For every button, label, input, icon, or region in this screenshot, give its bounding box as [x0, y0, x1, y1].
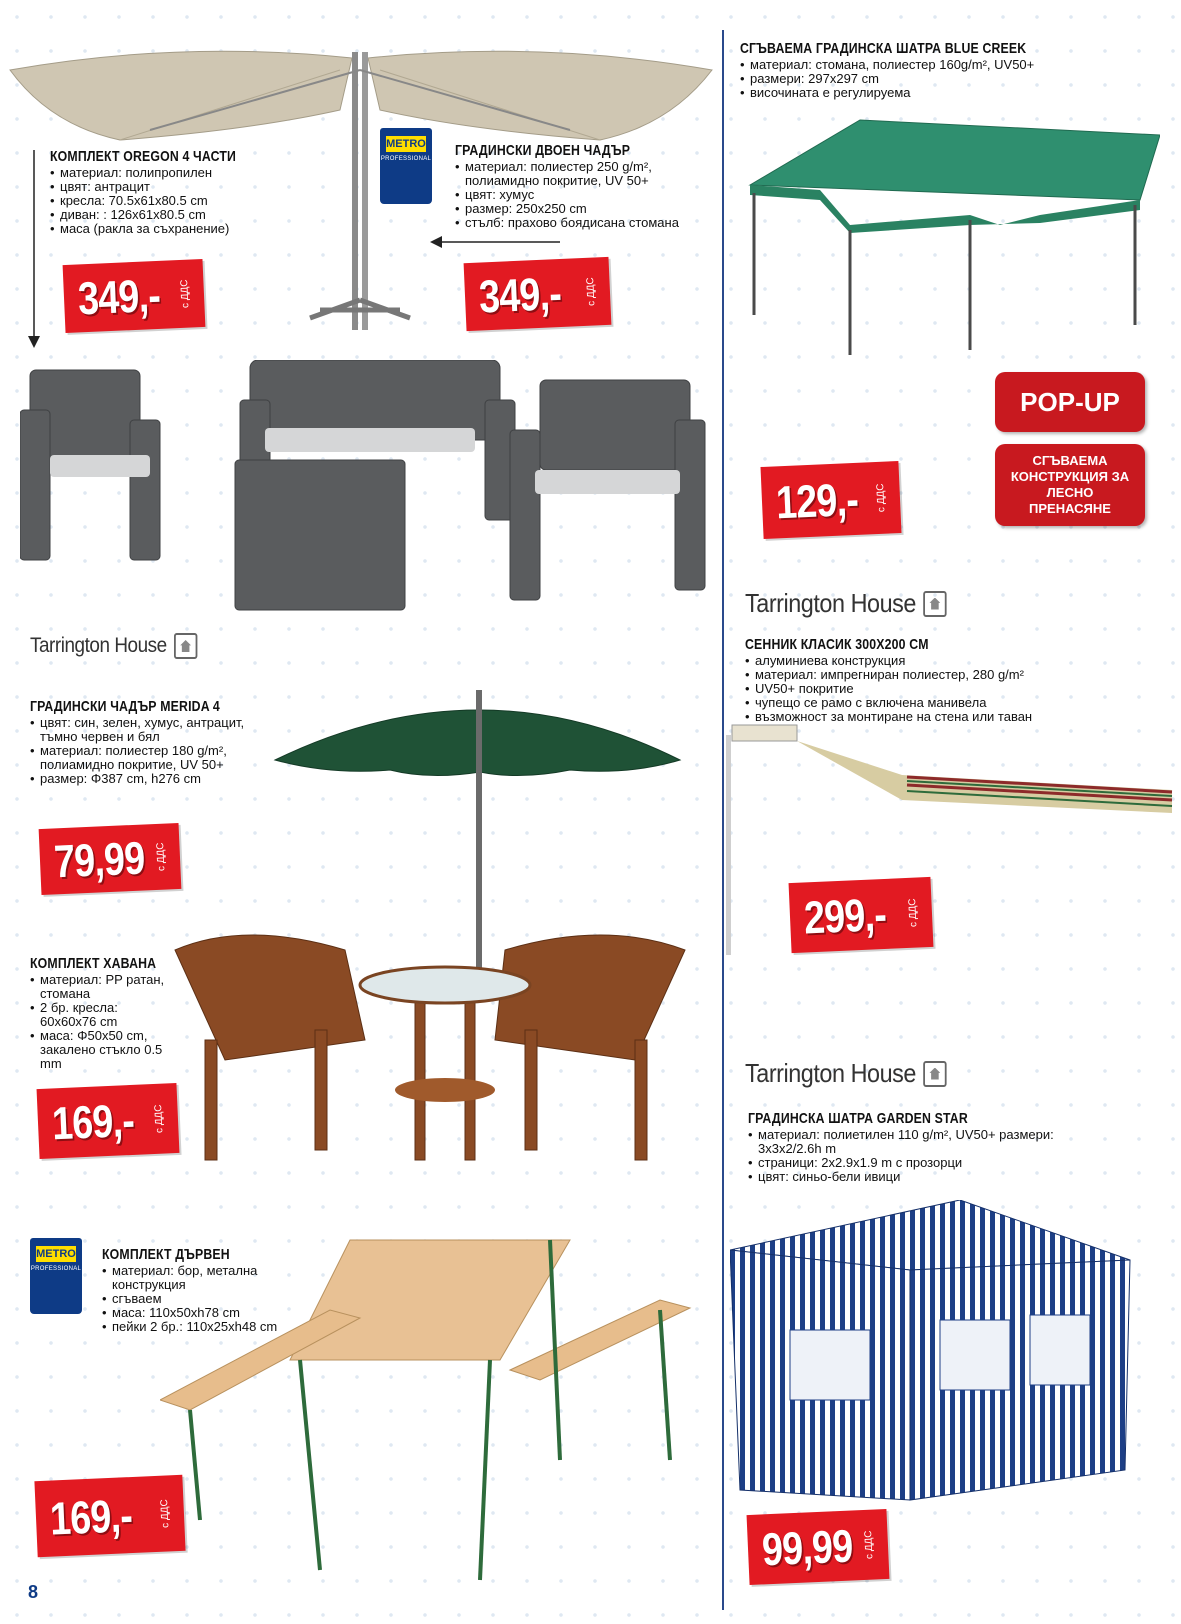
spec-item: • цвят: антрацит [50, 180, 350, 194]
price-value: 299,- [802, 887, 887, 944]
house-logo-icon [174, 633, 197, 659]
product-wooden [102, 1246, 282, 1334]
spec-item: • височината е регулируема [740, 86, 1160, 100]
spec-item: • материал: полиестер 180 g/m², полиамидно покритие, UV 50+ [30, 744, 280, 772]
spec-item: • сгъваем [102, 1292, 282, 1306]
spec-item: • размер: Φ387 cm, h276 cm [30, 772, 280, 786]
spec-item: • материал: бор, метална конструкция [102, 1264, 282, 1292]
price-value: 99,99 [760, 1519, 854, 1576]
price-tag-double-umbrella [464, 257, 612, 331]
popup-label: POP-UP [1020, 387, 1120, 417]
spec-item: • материал: стомана, полиестер 160g/m², UV50+ [740, 58, 1160, 72]
price-value: 129,- [774, 472, 859, 529]
brand-name: Tarrington House [745, 588, 916, 618]
vat-label: с ДДС [585, 277, 598, 307]
blue-creek-image [740, 115, 1160, 355]
price-tag-garden-star [747, 1509, 890, 1585]
vat-label: с ДДС [907, 898, 920, 928]
product-title: КОМПЛЕКТ ДЪРВЕН [102, 1246, 230, 1263]
metro-professional-badge-2 [30, 1238, 82, 1314]
garden-star-image [730, 1200, 1150, 1520]
product-specs [740, 58, 1160, 100]
spec-item: • цвят: хумус [455, 188, 720, 202]
oregon-set-image [20, 360, 720, 620]
spec-item: • размер: 250x250 cm [455, 202, 720, 216]
foldable-badge [995, 444, 1145, 526]
spec-item: • материал: полиестер 250 g/m², полиамидно покритие, UV 50+ [455, 160, 720, 188]
product-specs [748, 1128, 1058, 1184]
spec-item: • размери: 297x297 cm [740, 72, 1160, 86]
spec-item: • чупещо се рамо с включена манивела [745, 696, 1165, 710]
product-specs [102, 1264, 282, 1334]
metro-professional-badge [380, 128, 432, 204]
spec-item: • материал: полипропилен [50, 166, 350, 180]
price-tag-oregon [63, 259, 206, 333]
product-specs [50, 166, 350, 236]
house-logo-icon [923, 1061, 946, 1087]
product-garden-star [748, 1110, 1058, 1184]
arrow-left-icon [430, 236, 560, 248]
spec-item: • маса: Φ50x50 cm, закалено стъкло 0.5 mm [30, 1029, 170, 1071]
product-double-umbrella [455, 142, 720, 230]
metro-logo: METRO [386, 138, 426, 150]
vat-label: с ДДС [153, 1104, 166, 1134]
product-merida [30, 698, 280, 786]
spec-item: • материал: полиетилен 110 g/m², UV50+ размери: 3x3x2/2.6h m [748, 1128, 1058, 1156]
product-specs [455, 160, 720, 230]
page-number: 8 [28, 1582, 39, 1602]
product-title: СГЪВАЕМА ГРАДИНСКА ШАТРА BLUE CREEK [740, 40, 1027, 57]
arrow-down-icon [28, 150, 40, 350]
spec-item: • алуминиева конструкция [745, 654, 1165, 668]
product-title: КОМПЛЕКТ ХАВАНА [30, 955, 157, 972]
spec-item: • материал: PP ратан, стомана [30, 973, 170, 1001]
spec-item: • стълб: прахово боядисана стомана [455, 216, 720, 230]
product-oregon [50, 148, 350, 236]
price-value: 169,- [50, 1093, 135, 1150]
metro-sub: PROFESSIONAL [380, 156, 432, 162]
product-title: ГРАДИНСКИ ЧАДЪР MERIDA 4 [30, 698, 220, 715]
spec-item: • маса (ракла за съхранение) [50, 222, 350, 236]
product-title: СЕННИК КЛАСИК 300X200 CM [745, 636, 929, 653]
price-tag-havana [37, 1083, 180, 1159]
spec-item: • цвят: синьо-бели ивици [748, 1170, 1058, 1184]
spec-item: • страници: 2x2.9x1.9 m с прозорци [748, 1156, 1058, 1170]
product-title: ГРАДИНСКИ ДВОЕН ЧАДЪР [455, 142, 631, 159]
price-tag-wooden [34, 1475, 185, 1557]
price-tag-merida [39, 823, 182, 895]
brand-name: Tarrington House [745, 1058, 916, 1088]
brand-tarrington-1 [30, 633, 197, 659]
spec-item: • възможност за монтиране на стена или таван [745, 710, 1165, 724]
spec-item: • кресла: 70.5x61x80.5 cm [50, 194, 350, 208]
price-tag-blue-creek [760, 461, 901, 539]
vat-label: с ДДС [159, 1499, 172, 1529]
price-tag-awning [789, 877, 934, 953]
price-value: 349,- [76, 268, 161, 325]
product-havana [30, 955, 170, 1071]
vat-label: с ДДС [155, 842, 168, 872]
brand-name: Tarrington House [30, 634, 167, 657]
foldable-label: СГЪВАЕМА КОНСТРУКЦИЯ ЗА ЛЕСНО ПРЕНАСЯНЕ [1010, 453, 1130, 516]
vat-label: с ДДС [179, 279, 192, 309]
product-specs [745, 654, 1165, 724]
vat-label: с ДДС [875, 483, 888, 513]
metro-logo: METRO [36, 1248, 76, 1260]
product-title: ГРАДИНСКА ШАТРА GARDEN STAR [748, 1110, 968, 1127]
product-blue-creek [740, 40, 1160, 100]
price-value: 169,- [48, 1489, 133, 1545]
product-specs [30, 973, 170, 1071]
spec-item: • 2 бр. кресла: 60x60x76 cm [30, 1001, 170, 1029]
popup-badge [995, 372, 1145, 432]
havana-set-image [165, 930, 705, 1170]
metro-sub: PROFESSIONAL [30, 1266, 82, 1272]
price-value: 349,- [477, 267, 562, 323]
product-specs [30, 716, 280, 786]
spec-item: • маса: 110x50xh78 cm [102, 1306, 282, 1320]
product-awning [745, 636, 1165, 724]
spec-item: • материал: импрегниран полиестер, 280 g/m² [745, 668, 1165, 682]
product-title: КОМПЛЕКТ OREGON 4 ЧАСТИ [50, 148, 237, 165]
brand-tarrington-2 [745, 588, 947, 619]
spec-item: • UV50+ покритие [745, 682, 1165, 696]
spec-item: • пейки 2 бр.: 110x25xh48 cm [102, 1320, 282, 1334]
house-logo-icon [923, 591, 946, 617]
price-value: 79,99 [52, 831, 146, 888]
brand-tarrington-3 [745, 1058, 947, 1089]
vat-label: с ДДС [863, 1530, 876, 1560]
spec-item: • диван: : 126x61x80.5 cm [50, 208, 350, 222]
spec-item: • цвят: син, зелен, хумус, антрацит, тъмно червен и бял [30, 716, 280, 744]
